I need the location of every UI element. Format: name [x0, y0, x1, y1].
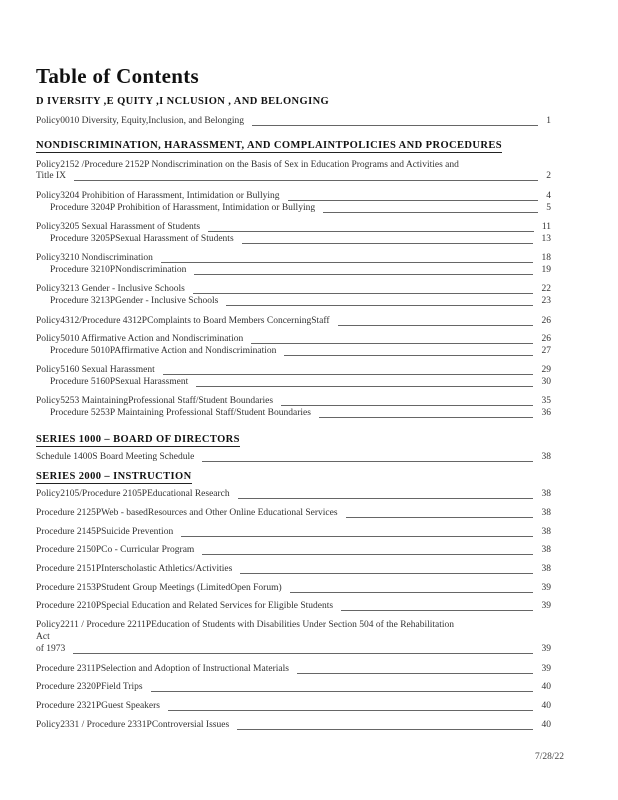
toc-entry-label: Procedure 2311PSelection and Adoption of Instructional Materials — [36, 664, 289, 674]
toc-entry[interactable] — [36, 408, 551, 421]
toc-entry-page: 29 — [541, 365, 551, 375]
leader-line — [237, 729, 533, 730]
toc-entry[interactable] — [36, 116, 551, 129]
leader-line — [284, 355, 533, 356]
leader-line — [319, 417, 533, 418]
toc-entry-label: Policy2211 / Procedure 2211PEducation of Students with Disabilities Under Section 504 of the Rehabilitation — [36, 620, 455, 630]
section-heading: D IVERSITY ,E QUITY ,I NCLUSION , AND BELONGING — [36, 96, 330, 107]
leader-line — [208, 231, 534, 232]
leader-line — [323, 212, 538, 213]
toc-entry-page: 39 — [541, 664, 551, 674]
toc-entry-page: 38 — [541, 508, 551, 518]
leader-line — [181, 536, 533, 537]
toc-entry-page: 38 — [541, 527, 551, 537]
toc-entry[interactable] — [36, 701, 551, 714]
page-title: Table of Contents — [36, 64, 200, 88]
toc-entry-page: 39 — [541, 601, 551, 611]
toc-entry-page: 13 — [541, 234, 551, 244]
toc-entry-label: Policy2331 / Procedure 2331PControversial Issues — [36, 720, 230, 730]
toc-entry-page: 1 — [546, 116, 551, 126]
leader-line — [338, 325, 533, 326]
leader-line — [161, 262, 533, 263]
leader-line — [196, 386, 533, 387]
toc-entry-page: 26 — [541, 334, 551, 344]
section-heading: SERIES 1000 – BOARD OF DIRECTORS — [36, 434, 240, 445]
section-heading: NONDISCRIMINATION, HARASSMENT, AND COMPLAINTPOLICIES AND PROCEDURES — [36, 140, 503, 151]
toc-entry-label: Schedule 1400S Board Meeting Schedule — [36, 452, 195, 462]
toc-entry[interactable] — [36, 527, 551, 540]
leader-line — [281, 405, 533, 406]
toc-entry-page: 4 — [546, 191, 551, 201]
toc-entry-label: Policy3205 Sexual Harassment of Students — [36, 222, 201, 232]
section-heading: SERIES 2000 – INSTRUCTION — [36, 471, 192, 482]
toc-entry[interactable] — [36, 601, 551, 614]
leader-line — [242, 243, 533, 244]
toc-entry-page: 40 — [541, 720, 551, 730]
toc-entry-label: Procedure 5010PAffirmative Action and Nondiscrimination — [50, 346, 277, 356]
toc-entry[interactable] — [36, 316, 551, 329]
toc-entry-label: Policy2152 /Procedure 2152P Nondiscrimination on the Basis of Sex in Education Programs and Activities and — [36, 160, 459, 170]
leader-line — [240, 573, 533, 574]
toc-entry-label: Procedure 5160PSexual Harassment — [50, 377, 189, 387]
leader-line — [163, 374, 533, 375]
toc-entry-page: 38 — [541, 489, 551, 499]
toc-entry-label: Policy5010 Affirmative Action and Nondiscrimination — [36, 334, 244, 344]
toc-entry-label: Procedure 2320PField Trips — [36, 682, 143, 692]
toc-entry[interactable] — [36, 682, 551, 695]
leader-line — [226, 305, 533, 306]
leader-line — [74, 180, 538, 181]
toc-entry[interactable] — [36, 664, 551, 677]
leader-line — [202, 554, 533, 555]
toc-entry-page: 40 — [541, 701, 551, 711]
toc-entry-label: Procedure 2150PCo - Curricular Program — [36, 545, 195, 555]
toc-entry-label: Procedure 3205PSexual Harassment of Students — [50, 234, 234, 244]
toc-entry-label: Procedure 2125PWeb - basedResources and Other Online Educational Services — [36, 508, 338, 518]
leader-line — [73, 653, 533, 654]
toc-entry-label: Procedure 5253P Maintaining Professional Staff/Student Boundaries — [50, 408, 311, 418]
toc-entry-label: Procedure 2210PSpecial Education and Related Services for Eligible Students — [36, 601, 334, 611]
toc-entry[interactable] — [36, 545, 551, 558]
leader-line — [297, 673, 533, 674]
toc-entry-page: 36 — [541, 408, 551, 418]
toc-entry-label: Procedure 2153PStudent Group Meetings (LimitedOpen Forum) — [36, 583, 282, 593]
toc-entry[interactable] — [36, 203, 551, 216]
toc-entry[interactable] — [36, 296, 551, 309]
toc-entry-label: Policy3213 Gender - Inclusive Schools — [36, 284, 185, 294]
toc-entry-label: Procedure 3213PGender - Inclusive Schools — [50, 296, 219, 306]
toc-entry-label: of 1973 — [36, 644, 66, 654]
toc-entry[interactable] — [36, 644, 551, 657]
toc-entry-page: 22 — [541, 284, 551, 294]
toc-entry[interactable] — [36, 265, 551, 278]
toc-entry-page: 19 — [541, 265, 551, 275]
toc-entry-label: Policy4312/Procedure 4312PComplaints to Board Members ConcerningStaff — [36, 316, 330, 326]
toc-entry-label: Policy2105/Procedure 2105PEducational Research — [36, 489, 230, 499]
toc-entry-page: 23 — [541, 296, 551, 306]
leader-line — [202, 461, 533, 462]
toc-entry-label: Procedure 2145PSuicide Prevention — [36, 527, 174, 537]
leader-line — [288, 200, 538, 201]
toc-entry[interactable] — [36, 346, 551, 359]
toc-entry[interactable] — [36, 508, 551, 521]
leader-line — [193, 293, 533, 294]
toc-entry-label: Policy0010 Diversity, Equity,Inclusion, and Belonging — [36, 116, 245, 126]
toc-entry-label: Procedure 2321PGuest Speakers — [36, 701, 161, 711]
leader-line — [238, 498, 533, 499]
leader-line — [341, 610, 533, 611]
leader-line — [290, 592, 533, 593]
toc-entry-page: 39 — [541, 644, 551, 654]
toc-entry[interactable] — [36, 452, 551, 465]
toc-entry-label: Procedure 3204P Prohibition of Harassment, Intimidation or Bullying — [50, 203, 316, 213]
toc-entry[interactable] — [36, 720, 551, 733]
toc-entry-label: Title IX — [36, 171, 67, 181]
toc-entry-label: Policy5253 MaintainingProfessional Staff/Student Boundaries — [36, 396, 274, 406]
toc-entry-label: Act — [36, 632, 50, 642]
toc-entry-page: 40 — [541, 682, 551, 692]
toc-entry-page: 38 — [541, 545, 551, 555]
toc-entry-page: 5 — [546, 203, 551, 213]
leader-line — [251, 343, 533, 344]
footer-date: 7/28/22 — [534, 752, 564, 762]
toc-entry-label: Procedure 2151PInterscholastic Athletics/Activities — [36, 564, 233, 574]
toc-entry-page: 18 — [541, 253, 551, 263]
toc-entry-page: 39 — [541, 583, 551, 593]
toc-entry-label: Policy3204 Prohibition of Harassment, Intimidation or Bullying — [36, 191, 280, 201]
leader-line — [346, 517, 533, 518]
toc-entry-page: 30 — [541, 377, 551, 387]
toc-entry-page: 27 — [541, 346, 551, 356]
toc-entry[interactable] — [36, 583, 551, 596]
toc-entry-page: 38 — [541, 452, 551, 462]
toc-entry[interactable] — [36, 171, 551, 184]
toc-entry[interactable] — [36, 489, 551, 502]
leader-line — [168, 710, 533, 711]
toc-entry-label: Policy3210 Nondiscrimination — [36, 253, 153, 263]
toc-entry-page: 26 — [541, 316, 551, 326]
toc-entry-page: 38 — [541, 564, 551, 574]
toc-entry[interactable] — [36, 234, 551, 247]
leader-line — [151, 691, 533, 692]
toc-entry[interactable] — [36, 564, 551, 577]
toc-entry-label: Policy5160 Sexual Harassment — [36, 365, 155, 375]
toc-entry-page: 2 — [546, 171, 551, 181]
toc-entry-page: 11 — [541, 222, 551, 232]
leader-line — [194, 274, 533, 275]
leader-line — [252, 125, 538, 126]
toc-entry[interactable] — [36, 377, 551, 390]
toc-entry-label: Procedure 3210PNondiscrimination — [50, 265, 187, 275]
toc-entry-page: 35 — [541, 396, 551, 406]
